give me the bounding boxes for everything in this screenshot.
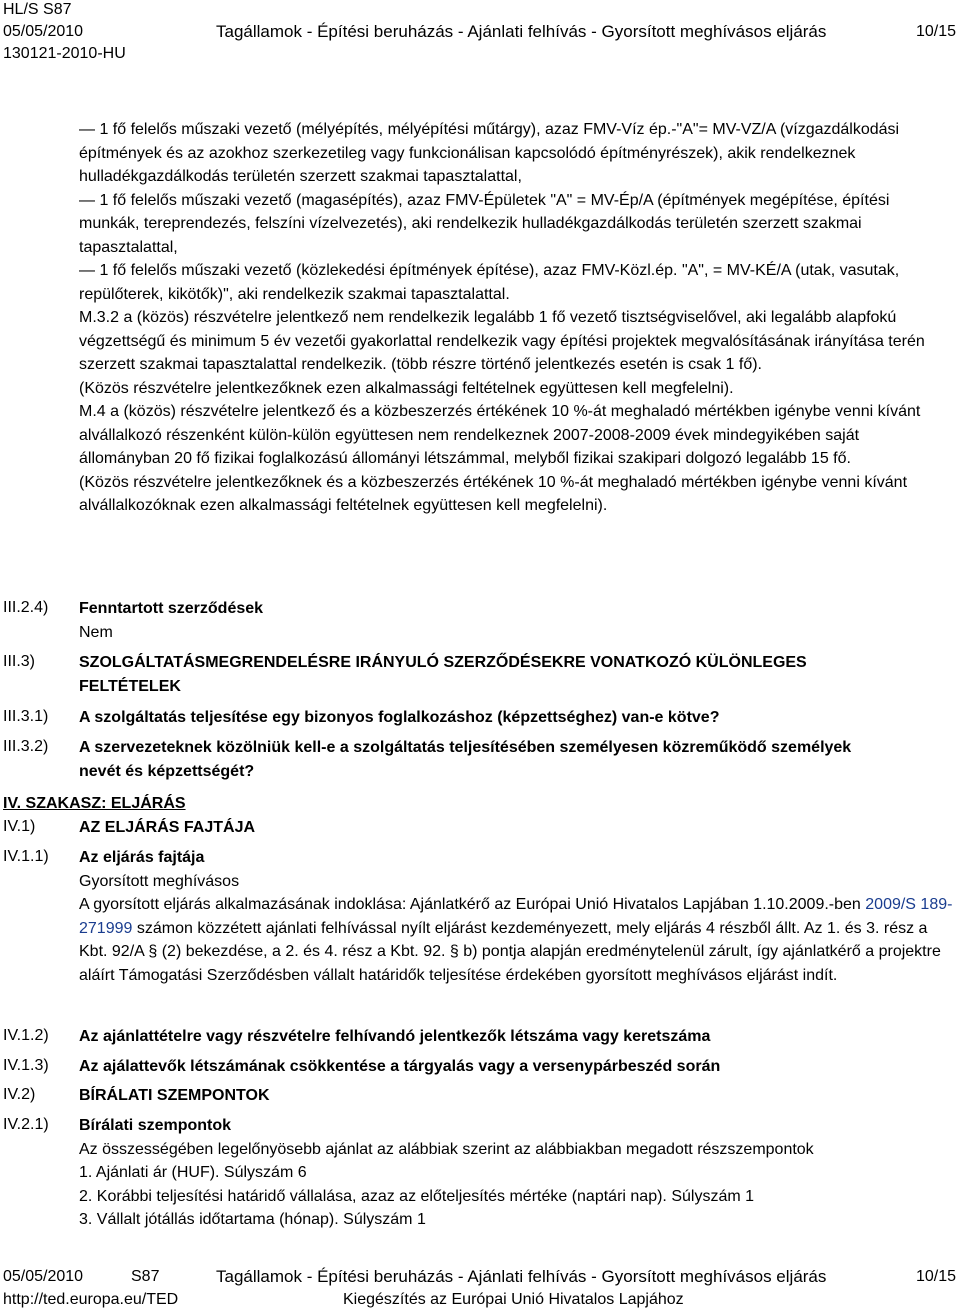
section-value: Gyorsított meghívásos bbox=[79, 872, 240, 890]
criteria-item: 2. Korábbi teljesítési határidő vállalása, azaz az előteljesítés mértéke (naptári nap). Súlyszám 1 bbox=[79, 1187, 755, 1205]
section-title: SZOLGÁLTATÁSMEGRENDELÉSRE IRÁNYULÓ SZERZŐDÉSEKRE VONATKOZÓ KÜLÖNLEGES bbox=[79, 654, 807, 671]
section-title-continued: FELTÉTELEK bbox=[79, 677, 181, 695]
section-label: IV.1.2) bbox=[3, 1027, 49, 1044]
footer-page-number: 10/15 bbox=[915, 1268, 956, 1285]
section-label: III.2.4) bbox=[3, 599, 49, 616]
body-paragraph: — 1 fő felelős műszaki vezető (magasépítés), azaz FMV-Épületek "A" = MV-Ép/A (építmények megépítése, építési munkák, tereprendezés, felszíni vízelvezetés), aki rendelkezik hulladékgazdálkodás területén szerzett szakmai tapasztalattal, bbox=[79, 191, 890, 256]
body-paragraph: — 1 fő felelős műszaki vezető (mélyépítés, mélyépítési műtárgy), azaz FMV-Víz ép.-"A"= MV-VZ/A (vízgazdálkodási építmények és az azokhoz szerkezetileg vagy funkcionálisan kapcsolódó építményrészek), akik rendelkeznek hulladékgazdálkodás területén szerzett szakmai tapasztalattal, bbox=[79, 121, 900, 185]
section-label: III.3.2) bbox=[3, 738, 49, 755]
justification-text bbox=[79, 893, 954, 987]
section-label: IV.1.1) bbox=[3, 848, 49, 865]
section-label: III.3) bbox=[3, 653, 36, 670]
section-staff-names bbox=[79, 736, 954, 783]
section-title-continued: nevét és képzettségét? bbox=[79, 762, 255, 780]
footer-series: S87 bbox=[131, 1268, 160, 1285]
notice-reference-link[interactable]: 2009/S 189-271999 bbox=[79, 896, 953, 937]
section-title: A szolgáltatás teljesítése egy bizonyos foglalkozáshoz (képzettséghez) van-e kötve? bbox=[79, 709, 720, 726]
section-candidate-count bbox=[79, 1025, 954, 1049]
section-value: Nem bbox=[79, 623, 113, 641]
main-content bbox=[79, 118, 954, 518]
section-procedure-type-heading bbox=[79, 816, 954, 840]
body-paragraph: (Közös részvételre jelentkezőknek ezen alkalmassági feltételnek együttesen kell megfelelni). bbox=[79, 379, 734, 397]
section-title: Az eljárás fajtája bbox=[79, 849, 205, 866]
body-paragraph: (Közös részvételre jelentkezőknek és a közbeszerzés értékének 10 %-át meghaladó mértékben igénybe venni kívánt alvállalkozóknak ezen alkalmassági feltételnek együttesen kell megfelelni). bbox=[79, 473, 908, 514]
footer-supplement: Kiegészítés az Európai Unió Hivatalos Lapjához bbox=[343, 1291, 684, 1308]
section-label: IV.1) bbox=[3, 818, 36, 835]
footer-url-link[interactable]: http://ted.europa.eu/TED bbox=[3, 1291, 179, 1308]
section-reserved-contracts bbox=[79, 597, 954, 644]
section-award-criteria bbox=[79, 1114, 954, 1232]
header-title: Tagállamok - Építési beruházás - Ajánlati felhívás - Gyorsított meghívásos eljárás bbox=[216, 22, 827, 41]
header-notice-id: 130121-2010-HU bbox=[3, 45, 126, 62]
criteria-intro: Az összességében legelőnyösebb ajánlat az alábbiak szerint az alábbiakban megadott részszempontok bbox=[79, 1140, 814, 1158]
section-title: Az ajálattevők létszámának csökkentése a tárgyalás vagy a versenypárbeszéd során bbox=[79, 1058, 721, 1075]
header-date: 05/05/2010 bbox=[3, 23, 84, 40]
footer-title: Tagállamok - Építési beruházás - Ajánlati felhívás - Gyorsított meghívásos eljárás bbox=[216, 1267, 827, 1286]
section-title: A szervezeteknek közölniük kell-e a szolgáltatás teljesítésében személyesen közreműködő személyek bbox=[79, 739, 852, 756]
footer-date: 05/05/2010 bbox=[3, 1268, 84, 1285]
section-title: BÍRÁLATI SZEMPONTOK bbox=[79, 1087, 270, 1104]
section-service-conditions bbox=[79, 651, 954, 698]
section-label: III.3.1) bbox=[3, 708, 49, 725]
section-procedure-type bbox=[79, 846, 954, 987]
justification-pre: A gyorsított eljárás alkalmazásának indoklása: Ajánlatkérő az Európai Unió Hivatalos Lapjában 1.10.2009.-ben bbox=[79, 896, 861, 913]
section-bidder-reduction bbox=[79, 1055, 954, 1079]
body-paragraph: — 1 fő felelős műszaki vezető (közlekedési építmények építése), azaz FMV-Közl.ép. "A", = MV-KÉ/A (utak, vasutak, repülőterek, kikötők)", aki rendelkezik szakmai tapasztalattal. bbox=[79, 262, 900, 303]
body-paragraph: M.3.2 a (közös) részvételre jelentkező nem rendelkezik legalább 1 fő vezető tisztségviselővel, aki legalább alapfokú végzettségű és minimum 5 év vezetői gyakorlattal rendelkezik vagy építési projektek megvalósításának irányítása terén szerzett szakmai tapasztalattal rendelkezik. (több részre történő jelentkezés esetén is csak 1 fő). bbox=[79, 309, 925, 373]
criteria-item: 3. Vállalt jótállás időtartama (hónap). Súlyszám 1 bbox=[79, 1211, 426, 1228]
section-title: Bírálati szempontok bbox=[79, 1117, 232, 1134]
criteria-item: 1. Ajánlati ár (HUF). Súlyszám 6 bbox=[79, 1164, 307, 1181]
justification-post: számon közzétett ajánlati felhívással nyílt eljárást kezdeményezett, mely eljárás 4 részből állt. Az 1. és 3. rész a Kbt. 92/A § (2) bekezdése, a 2. és 4. rész a Kbt. 92. § b) pontja alapján eredménytelenül zárult, így ajánlatkérő a projektre aláírt Támogatási Szerződésben vállalt határidők teljesítése érdekében gyorsított meghívásos eljárást indít. bbox=[79, 919, 941, 984]
header-series: HL/S S87 bbox=[3, 1, 72, 18]
section-label: IV.1.3) bbox=[3, 1057, 49, 1074]
section-title: Az ajánlattételre vagy részvételre felhívandó jelentkezők létszáma vagy keretszáma bbox=[79, 1028, 711, 1045]
section-title: Fenntartott szerződések bbox=[79, 600, 264, 617]
section-profession bbox=[79, 706, 954, 730]
section-label: IV.2.1) bbox=[3, 1116, 49, 1133]
section-title: AZ ELJÁRÁS FAJTÁJA bbox=[79, 819, 256, 836]
body-paragraph: M.4 a (közös) részvételre jelentkező és a közbeszerzés értékének 10 %-át meghaladó mértékben igénybe venni kívánt alvállalkozó részenként külön-külön együttesen nem rendelkeznek 2007-2008-2009 évek mindegyikében saját állományban 20 fő fizikai foglalkozású állományi létszámmal, melyből fizikai szakipari dolgozó legalább 15 fő. bbox=[79, 403, 921, 467]
part-heading: IV. SZAKASZ: ELJÁRÁS bbox=[3, 795, 186, 812]
section-label: IV.2) bbox=[3, 1086, 36, 1103]
header-page-number: 10/15 bbox=[915, 23, 956, 40]
section-award-criteria-heading bbox=[79, 1084, 954, 1108]
